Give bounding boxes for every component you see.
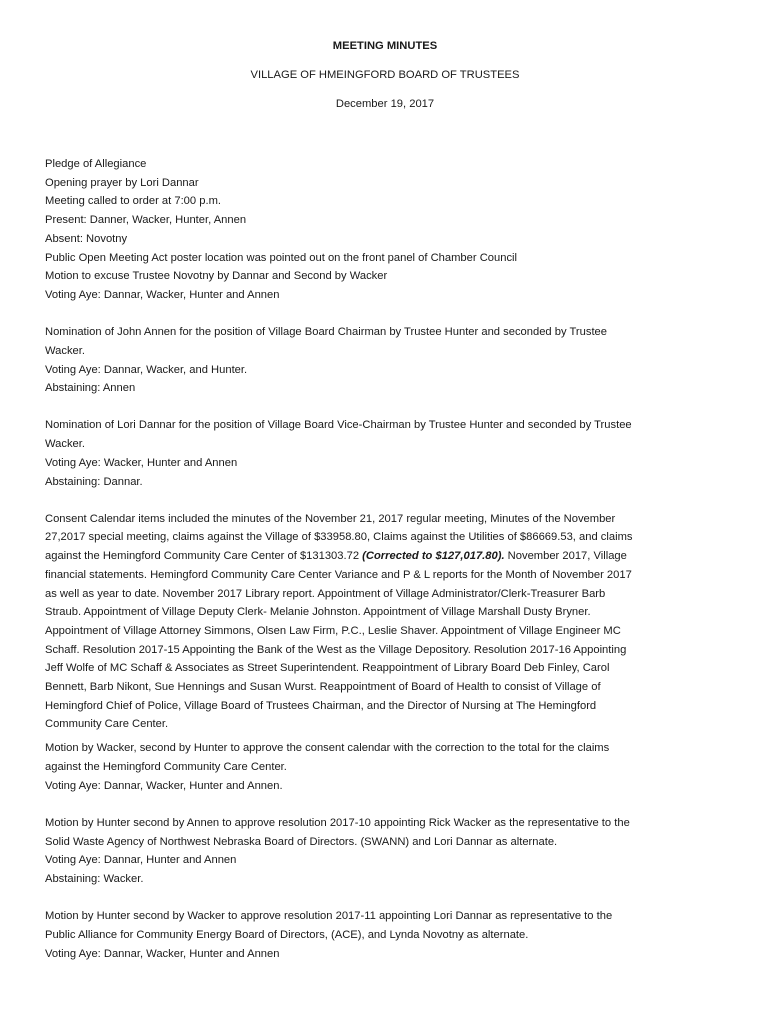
text-line: Pledge of Allegiance bbox=[45, 158, 147, 170]
text-line: against the Hemingford Community Care Center. bbox=[45, 760, 287, 773]
text-line: Nomination of John Annen for the position of Village Board Chairman by Trustee Hunter and seconded by Trustee bbox=[45, 326, 607, 339]
text-line: Abstaining: Wacker. bbox=[45, 872, 144, 885]
text-line: Abstaining: Annen bbox=[45, 382, 136, 395]
consent-motion-section bbox=[45, 739, 725, 795]
meeting-date: December 19, 2017 bbox=[335, 98, 435, 110]
consent-calendar-section bbox=[45, 510, 725, 734]
opening-section bbox=[45, 155, 725, 305]
text-line: Schaff. Resolution 2017-15 Appointing the Bank of the West as the Village Depository. Resolution 2017-16 Appointing bbox=[45, 643, 627, 656]
text-line bbox=[45, 547, 725, 566]
document-header bbox=[45, 37, 725, 113]
text-line: Consent Calendar items included the minutes of the November 21, 2017 regular meeting, Minutes of the November bbox=[45, 512, 616, 525]
text-line: Voting Aye: Dannar, Wacker, Hunter and Annen bbox=[45, 947, 280, 960]
document-title: MEETING MINUTES bbox=[332, 40, 438, 52]
text-line: Motion to excuse Trustee Novotny by Dannar and Second by Wacker bbox=[45, 270, 388, 283]
text-line: Solid Waste Agency of Northwest Nebraska Board of Directors. (SWANN) and Lori Dannar as alternate. bbox=[45, 835, 558, 848]
text-line: Opening prayer by Lori Dannar bbox=[45, 176, 199, 189]
resolution-2017-10-section bbox=[45, 814, 725, 889]
text-line: Community Care Center. bbox=[45, 718, 169, 731]
text-line: Voting Aye: Dannar, Wacker, and Hunter. bbox=[45, 363, 248, 376]
text-segment: against the Hemingford Community Care Center of $131303.72 bbox=[45, 550, 363, 563]
text-line: Motion by Hunter second by Wacker to approve resolution 2017-11 appointing Lori Dannar as representative to the bbox=[45, 910, 613, 923]
text-line: Voting Aye: Dannar, Wacker, Hunter and Annen. bbox=[45, 779, 283, 792]
text-line: Jeff Wolfe of MC Schaff & Associates as Street Superintendent. Reappointment of Library Board Deb Finley, Carol bbox=[45, 662, 610, 675]
text-line: Voting Aye: Dannar, Wacker, Hunter and Annen bbox=[45, 288, 280, 301]
text-line: Hemingford Chief of Police, Village Board of Trustees Chairman, and the Director of Nursing at The Hemingford bbox=[45, 699, 597, 712]
text-line: as well as year to date. November 2017 Library report. Appointment of Village Administrator/Clerk-Treasurer Barb bbox=[45, 587, 606, 600]
text-line: Motion by Hunter second by Annen to approve resolution 2017-10 appointing Rick Wacker as the representative to the bbox=[45, 816, 630, 829]
correction-note: (Corrected to $127,017.80). bbox=[362, 550, 505, 563]
chairman-nomination-section bbox=[45, 323, 725, 398]
text-line: financial statements. Hemingford Community Care Center Variance and P & L reports for the Month of November 2017 bbox=[45, 568, 632, 581]
text-line: Motion by Wacker, second by Hunter to approve the consent calendar with the correction to the total for the claims bbox=[45, 742, 610, 755]
minutes-body bbox=[45, 155, 725, 963]
text-line: Abstaining: Dannar. bbox=[45, 475, 143, 488]
text-line: Appointment of Village Attorney Simmons, Olsen Law Firm, P.C., Leslie Shaver. Appointment of Village Engineer MC bbox=[45, 624, 621, 637]
text-line: 27,2017 special meeting, claims against the Village of $33958.80, Claims against the Utilities of $86669.53, and claims bbox=[45, 531, 633, 544]
text-line: Public Open Meeting Act poster location was pointed out on the front panel of Chamber Council bbox=[45, 251, 518, 264]
resolution-2017-11-section bbox=[45, 907, 725, 963]
text-line: Voting Aye: Wacker, Hunter and Annen bbox=[45, 456, 238, 469]
text-line: Wacker. bbox=[45, 438, 85, 451]
text-line: Absent: Novotny bbox=[45, 232, 128, 245]
text-line: Meeting called to order at 7:00 p.m. bbox=[45, 195, 221, 208]
text-line: Wacker. bbox=[45, 344, 85, 357]
text-segment: November 2017, Village bbox=[504, 550, 627, 563]
text-line: Nomination of Lori Dannar for the position of Village Board Vice-Chairman by Trustee Hunter and seconded by Trustee bbox=[45, 419, 632, 432]
organization-name: VILLAGE OF HMEINGFORD BOARD OF TRUSTEES bbox=[250, 69, 520, 81]
text-line: Voting Aye: Dannar, Hunter and Annen bbox=[45, 854, 237, 867]
text-line: Bennett, Barb Nikont, Sue Hennings and Susan Wurst. Reappointment of Board of Health to consist of Village of bbox=[45, 681, 601, 694]
text-line: Straub. Appointment of Village Deputy Clerk- Melanie Johnston. Appointment of Village Marshall Dusty Bryner. bbox=[45, 606, 591, 619]
vice-chairman-nomination-section bbox=[45, 416, 725, 491]
text-line: Public Alliance for Community Energy Board of Directors, (ACE), and Lynda Novotny as alternate. bbox=[45, 928, 529, 941]
text-line: Present: Danner, Wacker, Hunter, Annen bbox=[45, 214, 247, 227]
